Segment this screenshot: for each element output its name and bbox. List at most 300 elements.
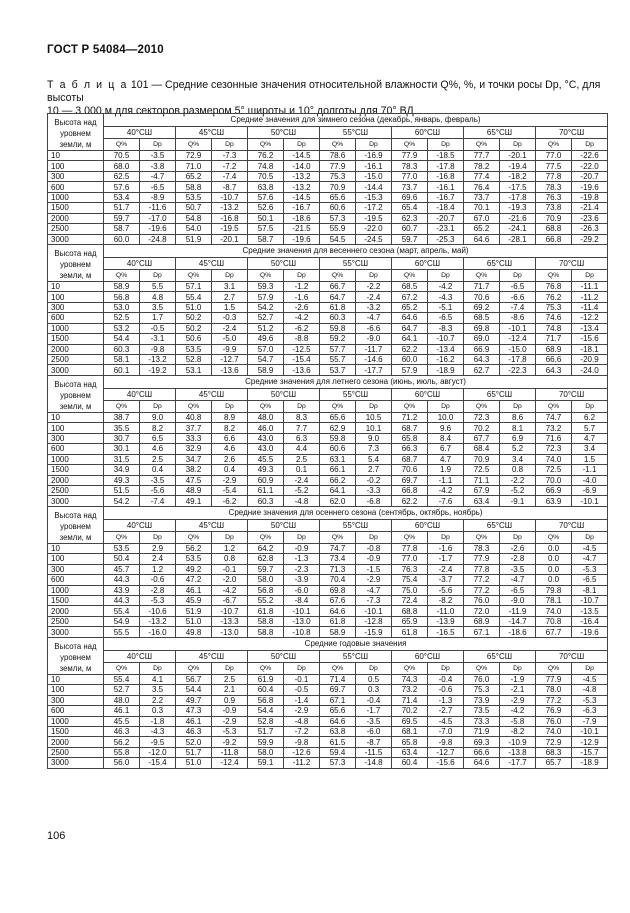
dewpoint-subheader: Dp: [284, 662, 320, 674]
latitude-header: 70°СШ: [536, 650, 608, 662]
humidity-cell: 65.2: [176, 171, 212, 181]
humidity-cell: 65.2: [392, 302, 428, 312]
humidity-cell: 57.5: [248, 224, 284, 234]
humidity-cell: 33.3: [176, 433, 212, 443]
humidity-subheader: Q%: [176, 662, 212, 674]
dewpoint-cell: -10.7: [212, 606, 248, 616]
dewpoint-subheader: Dp: [140, 531, 176, 543]
altitude-cell: 10: [48, 543, 104, 553]
humidity-cell: 62.2: [392, 496, 428, 506]
humidity-cell: 55.4: [176, 292, 212, 302]
humidity-cell: 65.8: [392, 433, 428, 443]
dewpoint-cell: -4.7: [500, 575, 536, 585]
humidity-cell: 64.1: [392, 334, 428, 344]
humidity-cell: 65.7: [536, 758, 572, 768]
humidity-cell: 78.0: [536, 685, 572, 695]
dewpoint-cell: -18.2: [500, 171, 536, 181]
humidity-cell: 59.1: [248, 758, 284, 768]
dewpoint-cell: -2.0: [212, 575, 248, 585]
altitude-cell: 2500: [48, 616, 104, 626]
humidity-subheader: Q%: [464, 531, 500, 543]
dewpoint-subheader: Dp: [572, 400, 608, 412]
humidity-cell: 68.1: [392, 726, 428, 736]
dewpoint-cell: -11.5: [356, 747, 392, 757]
altitude-cell: 2000: [48, 475, 104, 485]
dewpoint-cell: -0.1: [284, 674, 320, 684]
dewpoint-cell: -4.2: [428, 281, 464, 291]
humidity-cell: 78.3: [464, 543, 500, 553]
dewpoint-cell: 1.2: [140, 564, 176, 574]
dewpoint-cell: -19.5: [212, 224, 248, 234]
dewpoint-cell: -0.5: [140, 323, 176, 333]
humidity-cell: 46.1: [104, 706, 140, 716]
humidity-cell: 72.3: [464, 412, 500, 422]
dewpoint-cell: -5.6: [428, 585, 464, 595]
dewpoint-subheader: Dp: [500, 138, 536, 150]
dewpoint-cell: -19.2: [140, 365, 176, 375]
dewpoint-cell: 0.3: [140, 706, 176, 716]
humidity-cell: 52.0: [176, 737, 212, 747]
dewpoint-cell: 5.2: [500, 444, 536, 454]
humidity-cell: 64.6: [320, 716, 356, 726]
altitude-cell: 3000: [48, 496, 104, 506]
dewpoint-cell: -10.1: [572, 726, 608, 736]
dewpoint-cell: -6.0: [284, 585, 320, 595]
humidity-cell: 58.7: [248, 234, 284, 244]
humidity-cell: 72.5: [536, 465, 572, 475]
dewpoint-cell: 4.6: [212, 444, 248, 454]
dewpoint-cell: -13.3: [212, 616, 248, 626]
humidity-subheader: Q%: [392, 531, 428, 543]
dewpoint-cell: -24.5: [356, 234, 392, 244]
dewpoint-cell: -29.2: [572, 234, 608, 244]
humidity-cell: 75.3: [320, 171, 356, 181]
altitude-cell: 10: [48, 412, 104, 422]
season-title-row: [48, 244, 608, 257]
table-row: [48, 543, 608, 553]
humidity-cell: 38.7: [104, 412, 140, 422]
dewpoint-subheader: Dp: [284, 269, 320, 281]
humidity-cell: 62.0: [320, 496, 356, 506]
dewpoint-cell: 0.8: [212, 554, 248, 564]
humidity-cell: 74.0: [536, 454, 572, 464]
dewpoint-subheader: Dp: [500, 400, 536, 412]
latitude-header: 40°СШ: [104, 519, 176, 531]
humidity-cell: 74.7: [536, 412, 572, 422]
humidity-cell: 57.3: [320, 758, 356, 768]
dewpoint-cell: -3.5: [500, 564, 536, 574]
humidity-cell: 76.0: [464, 596, 500, 606]
humidity-cell: 58.8: [248, 627, 284, 637]
dewpoint-cell: -9.8: [284, 737, 320, 747]
latitude-header-row: [48, 257, 608, 269]
altitude-header: Высота над уровнем земли, м: [48, 506, 104, 543]
dewpoint-cell: -10.7: [572, 596, 608, 606]
dewpoint-subheader: Dp: [572, 531, 608, 543]
dewpoint-cell: -4.3: [428, 292, 464, 302]
dewpoint-cell: 2.6: [212, 454, 248, 464]
dewpoint-cell: 8.6: [500, 412, 536, 422]
humidity-subheader: Q%: [392, 400, 428, 412]
dewpoint-subheader: Dp: [572, 662, 608, 674]
table-row: [48, 737, 608, 747]
dewpoint-subheader: Dp: [284, 400, 320, 412]
altitude-cell: 10: [48, 674, 104, 684]
humidity-cell: 47.2: [176, 575, 212, 585]
table-row: [48, 465, 608, 475]
dewpoint-cell: -2.9: [356, 575, 392, 585]
humidity-subheader: Q%: [536, 531, 572, 543]
page-number: 106: [47, 830, 66, 842]
humidity-cell: 72.0: [464, 606, 500, 616]
humidity-cell: 54.4: [176, 685, 212, 695]
dewpoint-cell: -12.7: [212, 355, 248, 365]
dewpoint-subheader: Dp: [428, 138, 464, 150]
altitude-cell: 300: [48, 564, 104, 574]
dewpoint-cell: 6.2: [572, 412, 608, 422]
humidity-cell: 67.7: [536, 627, 572, 637]
latitude-header: 70°СШ: [536, 126, 608, 138]
humidity-cell: 71.0: [176, 161, 212, 171]
dewpoint-cell: -2.4: [428, 564, 464, 574]
humidity-cell: 54.4: [104, 334, 140, 344]
dewpoint-cell: -2.4: [212, 323, 248, 333]
humidity-cell: 60.4: [392, 758, 428, 768]
humidity-cell: 51.7: [176, 747, 212, 757]
dewpoint-cell: -14.5: [284, 151, 320, 161]
humidity-subheader: Q%: [176, 400, 212, 412]
humidity-cell: 51.0: [176, 616, 212, 626]
dewpoint-cell: -14.8: [356, 758, 392, 768]
dewpoint-cell: -4.3: [140, 726, 176, 736]
humidity-cell: 46.1: [176, 585, 212, 595]
humidity-cell: 44.3: [104, 596, 140, 606]
dewpoint-cell: -16.8: [212, 213, 248, 223]
dewpoint-cell: 9.0: [140, 412, 176, 422]
humidity-cell: 76.3: [536, 192, 572, 202]
dewpoint-cell: -4.2: [500, 706, 536, 716]
humidity-cell: 78.3: [392, 161, 428, 171]
dewpoint-cell: 8.9: [212, 412, 248, 422]
humidity-cell: 64.6: [392, 313, 428, 323]
dewpoint-cell: -1.7: [356, 706, 392, 716]
humidity-cell: 54.0: [176, 224, 212, 234]
humidity-subheader: Q%: [320, 138, 356, 150]
table-row: [48, 575, 608, 585]
humidity-cell: 57.9: [392, 365, 428, 375]
dewpoint-cell: -16.7: [428, 192, 464, 202]
humidity-cell: 75.4: [392, 575, 428, 585]
humidity-cell: 75.0: [392, 585, 428, 595]
dewpoint-cell: -11.8: [212, 747, 248, 757]
dewpoint-cell: -7.4: [212, 171, 248, 181]
dewpoint-cell: -5.8: [500, 716, 536, 726]
humidity-cell: 62.7: [464, 365, 500, 375]
humidity-cell: 46.0: [248, 423, 284, 433]
dewpoint-subheader: Dp: [356, 138, 392, 150]
humidity-cell: 60.3: [320, 313, 356, 323]
dewpoint-cell: -3.9: [284, 575, 320, 585]
dewpoint-cell: -4.2: [284, 313, 320, 323]
dewpoint-cell: -19.6: [572, 182, 608, 192]
dewpoint-cell: -14.4: [356, 182, 392, 192]
humidity-cell: 68.9: [536, 344, 572, 354]
table-row: [48, 716, 608, 726]
humidity-cell: 67.0: [464, 213, 500, 223]
humidity-cell: 71.9: [464, 726, 500, 736]
humidity-cell: 52.7: [104, 685, 140, 695]
humidity-cell: 57.1: [176, 281, 212, 291]
humidity-cell: 65.8: [392, 737, 428, 747]
altitude-cell: 2500: [48, 355, 104, 365]
dewpoint-cell: -1.1: [572, 465, 608, 475]
dewpoint-cell: -8.8: [284, 334, 320, 344]
dewpoint-cell: -2.4: [356, 292, 392, 302]
dewpoint-cell: -25.3: [428, 234, 464, 244]
dewpoint-cell: -6.2: [284, 323, 320, 333]
dewpoint-subheader: Dp: [140, 138, 176, 150]
altitude-cell: 1500: [48, 334, 104, 344]
dewpoint-cell: 8.3: [284, 412, 320, 422]
humidity-cell: 63.9: [536, 496, 572, 506]
latitude-header-row: [48, 388, 608, 400]
humidity-cell: 74.8: [248, 161, 284, 171]
dewpoint-cell: -22.0: [572, 161, 608, 171]
humidity-cell: 57.6: [104, 182, 140, 192]
latitude-header: 70°СШ: [536, 388, 608, 400]
dewpoint-cell: -1.3: [428, 695, 464, 705]
table-row: [48, 585, 608, 595]
dewpoint-cell: -4.5: [572, 543, 608, 553]
table-row: [48, 313, 608, 323]
subheader-row: [48, 662, 608, 674]
dewpoint-cell: -6.5: [140, 182, 176, 192]
dewpoint-cell: -4.7: [356, 585, 392, 595]
humidity-cell: 54.7: [248, 355, 284, 365]
altitude-cell: 2500: [48, 485, 104, 495]
humidity-cell: 67.1: [464, 627, 500, 637]
table-row: [48, 334, 608, 344]
dewpoint-cell: -17.8: [500, 192, 536, 202]
dewpoint-cell: -21.6: [500, 213, 536, 223]
dewpoint-cell: -9.9: [212, 344, 248, 354]
dewpoint-cell: -16.5: [428, 627, 464, 637]
dewpoint-cell: 2.5: [140, 454, 176, 464]
humidity-subheader: Q%: [536, 138, 572, 150]
humidity-cell: 32.9: [176, 444, 212, 454]
altitude-cell: 1500: [48, 203, 104, 213]
table-row: [48, 606, 608, 616]
dewpoint-cell: -5.6: [140, 485, 176, 495]
humidity-cell: 64.3: [464, 355, 500, 365]
table-row: [48, 171, 608, 181]
humidity-cell: 63.8: [248, 182, 284, 192]
dewpoint-cell: 8.1: [500, 423, 536, 433]
altitude-cell: 600: [48, 575, 104, 585]
humidity-cell: 74.8: [536, 323, 572, 333]
humidity-cell: 53.2: [104, 323, 140, 333]
dewpoint-cell: -13.2: [140, 355, 176, 365]
humidity-cell: 60.6: [320, 444, 356, 454]
dewpoint-subheader: Dp: [428, 400, 464, 412]
humidity-cell: 64.7: [320, 292, 356, 302]
humidity-cell: 47.5: [176, 475, 212, 485]
season-title-row: [48, 506, 608, 519]
humidity-cell: 50.2: [176, 313, 212, 323]
dewpoint-cell: -0.3: [212, 313, 248, 323]
humidity-cell: 51.2: [248, 323, 284, 333]
dewpoint-cell: -19.6: [572, 627, 608, 637]
humidity-cell: 77.5: [536, 161, 572, 171]
dewpoint-cell: -0.9: [356, 554, 392, 564]
humidity-subheader: Q%: [104, 531, 140, 543]
humidity-cell: 45.5: [248, 454, 284, 464]
dewpoint-cell: -1.2: [284, 281, 320, 291]
dewpoint-subheader: Dp: [572, 138, 608, 150]
humidity-cell: 48.0: [104, 695, 140, 705]
humidity-cell: 53.5: [104, 543, 140, 553]
altitude-cell: 100: [48, 292, 104, 302]
humidity-cell: 66.6: [536, 355, 572, 365]
humidity-cell: 67.7: [464, 433, 500, 443]
season-title: Средние значения для осеннего сезона (сентябрь, октябрь, ноябрь): [104, 506, 608, 519]
humidity-subheader: Q%: [248, 400, 284, 412]
humidity-cell: 66.2: [320, 475, 356, 485]
humidity-cell: 49.7: [176, 695, 212, 705]
dewpoint-cell: -4.7: [140, 171, 176, 181]
humidity-cell: 68.5: [464, 313, 500, 323]
dewpoint-subheader: Dp: [212, 400, 248, 412]
humidity-cell: 51.0: [176, 758, 212, 768]
table-row: [48, 302, 608, 312]
dewpoint-cell: -24.8: [140, 234, 176, 244]
humidity-cell: 69.0: [464, 334, 500, 344]
dewpoint-cell: 6.3: [284, 433, 320, 443]
dewpoint-cell: 9.6: [428, 423, 464, 433]
humidity-cell: 0.0: [536, 564, 572, 574]
dewpoint-cell: -4.8: [284, 716, 320, 726]
dewpoint-cell: -6.5: [500, 585, 536, 595]
dewpoint-cell: 10.1: [356, 423, 392, 433]
dewpoint-cell: -20.1: [212, 234, 248, 244]
dewpoint-cell: 2.9: [140, 543, 176, 553]
humidity-cell: 55.7: [320, 355, 356, 365]
dewpoint-cell: -12.8: [356, 616, 392, 626]
humidity-cell: 62.9: [320, 423, 356, 433]
latitude-header: 45°СШ: [176, 650, 248, 662]
dewpoint-subheader: Dp: [140, 269, 176, 281]
subheader-row: [48, 400, 608, 412]
humidity-cell: 50.7: [176, 203, 212, 213]
humidity-cell: 65.6: [320, 192, 356, 202]
humidity-subheader: Q%: [320, 269, 356, 281]
dewpoint-cell: 3.4: [572, 444, 608, 454]
dewpoint-cell: -21.5: [284, 224, 320, 234]
humidity-cell: 45.5: [104, 716, 140, 726]
humidity-cell: 61.5: [320, 737, 356, 747]
dewpoint-cell: -16.1: [428, 182, 464, 192]
humidity-cell: 58.0: [248, 747, 284, 757]
humidity-cell: 78.2: [464, 161, 500, 171]
humidity-cell: 70.6: [392, 465, 428, 475]
humidity-cell: 53.4: [104, 192, 140, 202]
humidity-cell: 69.6: [392, 192, 428, 202]
altitude-cell: 3000: [48, 627, 104, 637]
dewpoint-cell: -13.2: [284, 171, 320, 181]
dewpoint-cell: -12.9: [572, 737, 608, 747]
humidity-cell: 55.2: [248, 596, 284, 606]
humidity-cell: 72.5: [464, 465, 500, 475]
dewpoint-cell: -4.8: [572, 685, 608, 695]
humidity-cell: 56.8: [248, 585, 284, 595]
dewpoint-cell: -17.2: [356, 203, 392, 213]
dewpoint-subheader: Dp: [212, 269, 248, 281]
altitude-cell: 1500: [48, 465, 104, 475]
dewpoint-cell: -7.2: [212, 161, 248, 171]
dewpoint-cell: -8.2: [428, 596, 464, 606]
humidity-subheader: Q%: [536, 400, 572, 412]
dewpoint-cell: -7.6: [428, 496, 464, 506]
dewpoint-cell: -0.5: [284, 685, 320, 695]
dewpoint-cell: -11.6: [140, 203, 176, 213]
latitude-header: 40°СШ: [104, 650, 176, 662]
latitude-header: 65°СШ: [464, 126, 536, 138]
humidity-cell: 76.2: [536, 292, 572, 302]
latitude-header: 70°СШ: [536, 519, 608, 531]
table-row: [48, 444, 608, 454]
humidity-cell: 0.0: [536, 575, 572, 585]
dewpoint-cell: -1.4: [284, 695, 320, 705]
humidity-cell: 57.7: [320, 344, 356, 354]
dewpoint-subheader: Dp: [572, 269, 608, 281]
humidity-cell: 66.3: [392, 444, 428, 454]
humidity-cell: 57.9: [248, 292, 284, 302]
dewpoint-cell: -3.3: [356, 485, 392, 495]
humidity-cell: 52.5: [104, 313, 140, 323]
humidity-cell: 62.3: [392, 213, 428, 223]
table-row: [48, 695, 608, 705]
dewpoint-cell: 2.2: [140, 695, 176, 705]
dewpoint-cell: 5.4: [356, 454, 392, 464]
humidity-subheader: Q%: [392, 269, 428, 281]
latitude-header: 55°СШ: [320, 650, 392, 662]
dewpoint-cell: -3.5: [356, 716, 392, 726]
dewpoint-subheader: Dp: [500, 269, 536, 281]
table-row: [48, 213, 608, 223]
dewpoint-cell: 6.9: [500, 433, 536, 443]
table-row: [48, 423, 608, 433]
dewpoint-cell: -15.0: [500, 344, 536, 354]
humidity-cell: 69.5: [392, 716, 428, 726]
humidity-cell: 54.5: [320, 234, 356, 244]
dewpoint-cell: 6.7: [428, 444, 464, 454]
humidity-cell: 75.3: [464, 685, 500, 695]
humidity-cell: 30.7: [104, 433, 140, 443]
dewpoint-cell: 5.7: [572, 423, 608, 433]
altitude-cell: 300: [48, 433, 104, 443]
dewpoint-cell: -13.5: [572, 606, 608, 616]
table-row: [48, 726, 608, 736]
dewpoint-cell: -6.2: [212, 496, 248, 506]
table-row: [48, 203, 608, 213]
humidity-cell: 55.4: [104, 606, 140, 616]
table-row: [48, 224, 608, 234]
season-title: Средние значения для зимнего сезона (декабрь, январь, февраль): [104, 114, 608, 127]
dewpoint-cell: -5.4: [212, 485, 248, 495]
humidity-cell: 74.7: [320, 543, 356, 553]
humidity-cell: 69.8: [464, 323, 500, 333]
humidity-subheader: Q%: [320, 531, 356, 543]
